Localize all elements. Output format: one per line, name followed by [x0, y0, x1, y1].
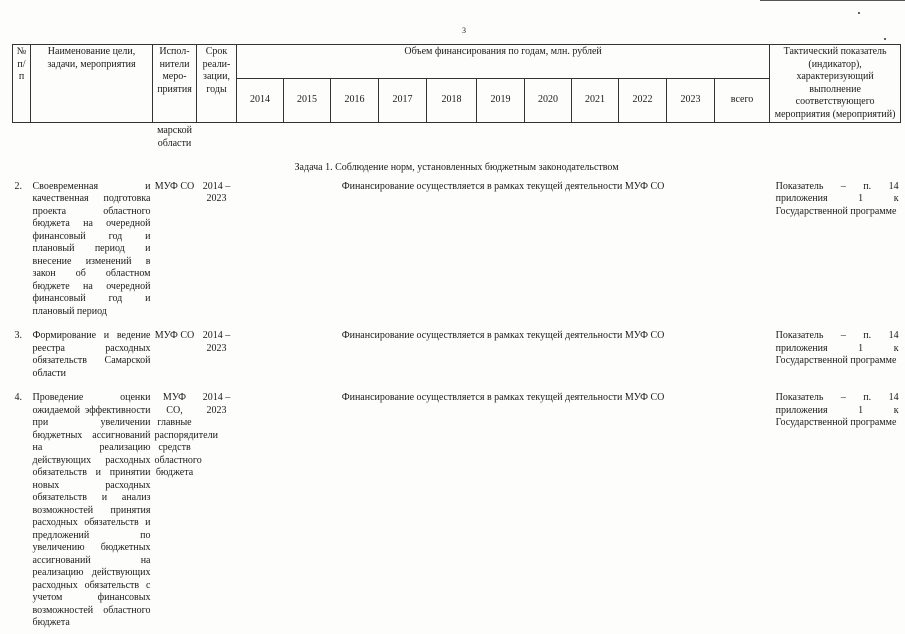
header-year-total: всего	[715, 79, 770, 123]
header-name: Наименование цели, задачи, мероприятия	[31, 45, 153, 123]
row-executor: МУФ СО, главные распорядители средств областного бюджета	[154, 392, 218, 478]
row-indicator: Показатель – п. 14 приложения 1 к Государственной программе	[775, 392, 899, 428]
page-number: 3	[462, 26, 466, 35]
scan-speck	[858, 12, 860, 14]
row-name: Своевременная и качественная подготовка проекта областного бюджета на очередной финансовый год и плановый период и внесение изменений в закон об областном бюджете на очередной финансовый год и плановый период	[32, 180, 151, 317]
row-executor: МУФ СО	[154, 180, 195, 192]
table-row	[13, 392, 901, 630]
row-num: 4.	[14, 392, 22, 403]
row-term: 2014 – 2023	[202, 330, 231, 354]
row-executor: МУФ СО	[154, 330, 195, 341]
header-year: 2021	[572, 79, 619, 123]
header-year: 2016	[331, 79, 379, 123]
top-edge-rule	[760, 0, 905, 1]
header-year: 2017	[379, 79, 427, 123]
row-num: 3.	[14, 330, 22, 341]
header-year: 2023	[667, 79, 715, 123]
table-row	[13, 181, 901, 319]
header-year: 2019	[477, 79, 525, 123]
row-funding: Финансирование осуществляется в рамках текущей деятельности МУФ СО	[341, 330, 665, 341]
row-funding: Финансирование осуществляется в рамках текущей деятельности МУФ СО	[341, 392, 665, 403]
program-table	[12, 44, 901, 630]
carryover-executor: марской области	[157, 125, 192, 149]
row-term: 2014 – 2023	[202, 392, 231, 416]
table-row	[13, 330, 901, 380]
row-name: Проведение оценки ожидаемой эффективности при увеличении бюджетных ассигнований на реализацию действующих расходных обязательств и принятии новых расходных обязательств и анализ возможностей принятия расходных обязательств и предложений по увеличению бюджетных ассигнований на реализацию действующих расходных обязательств с учетом финансовых возможностей областного бюджета	[32, 392, 151, 628]
header-year: 2018	[427, 79, 477, 123]
task-row	[13, 150, 901, 181]
carryover-row	[13, 123, 901, 151]
header-row	[13, 45, 901, 79]
scan-speck	[884, 38, 886, 40]
header-term: Срок реали-зации, годы	[197, 45, 237, 123]
row-indicator: Показатель – п. 14 приложения 1 к Государственной программе	[775, 180, 899, 217]
header-year: 2020	[525, 79, 572, 123]
row-name: Формирование и ведение реестра расходных обязательств Самарской области	[32, 330, 151, 379]
header-indicator: Тактический показатель (индикатор), характеризующий выполнение соответствующего мероприятия (мероприятий)	[770, 45, 901, 123]
header-year: 2015	[284, 79, 331, 123]
header-num: № п/п	[13, 45, 31, 123]
row-funding: Финансирование осуществляется в рамках текущей деятельности МУФ СО	[341, 180, 665, 192]
row-term: 2014 – 2023	[202, 180, 231, 204]
header-year: 2022	[619, 79, 667, 123]
header-executors: Испол-нители меро-приятия	[153, 45, 197, 123]
row-num: 2.	[14, 180, 22, 192]
task-title: Задача 1. Соблюдение норм, установленных бюджетным законодательством	[294, 162, 619, 173]
header-financing: Объем финансирования по годам, млн. рублей	[237, 45, 770, 79]
row-indicator: Показатель – п. 14 приложения 1 к Государственной программе	[775, 330, 899, 366]
header-year: 2014	[237, 79, 284, 123]
